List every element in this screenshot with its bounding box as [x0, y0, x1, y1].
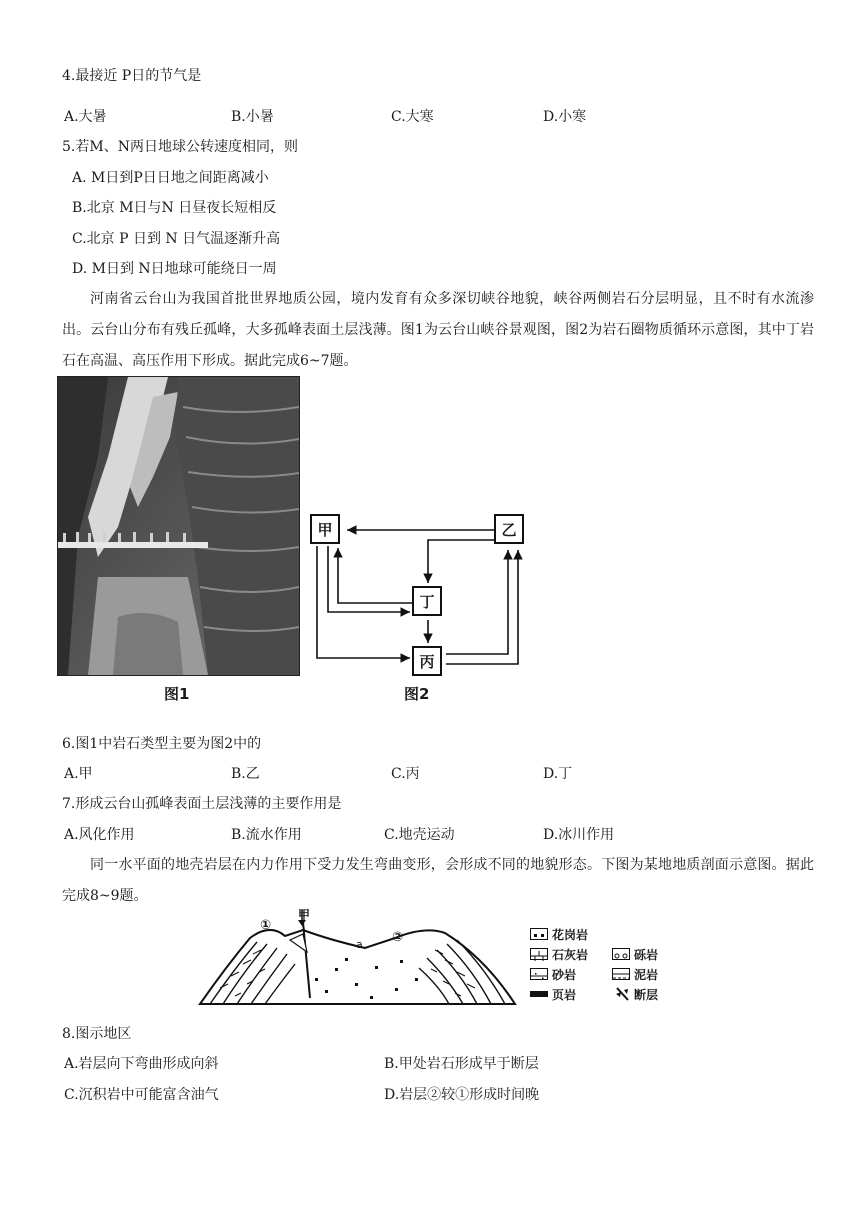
- node-yi: 乙: [494, 514, 524, 544]
- q7-option-d: D.冰川作用: [543, 827, 615, 843]
- q7-option-c: C.地壳运动: [384, 827, 455, 843]
- legend-granite-symbol: [530, 928, 548, 940]
- passage-fold: 同一水平面的地壳岩层在内力作用下受力发生弯曲变形，会形成不同的地貌形态。下图为某地地质剖面示意图。据此完成8~9题。: [62, 857, 814, 904]
- q6-option-d: D.丁: [543, 766, 573, 782]
- profile-label-a: a: [356, 938, 363, 951]
- q7-option-b: B.流水作用: [231, 827, 302, 843]
- q5-option-c: C.北京 P 日到 N 日气温逐渐升高: [72, 231, 281, 247]
- geologic-profile: [195, 908, 525, 1008]
- legend-mudstone-symbol: [612, 968, 630, 980]
- q5-option-a: A. M日到P日日地之间距离减小: [72, 170, 269, 186]
- legend-granite: 花岗岩: [552, 928, 589, 942]
- legend-mudstone: 泥岩: [634, 968, 659, 982]
- q8-option-d: D.岩层②较①形成时间晚: [384, 1087, 540, 1103]
- q4-stem: 4.最接近 P日的节气是: [62, 68, 202, 84]
- gorge-photo: [57, 376, 300, 676]
- q4-option-a: A.大暑: [64, 109, 107, 125]
- profile-label-jia: 甲: [298, 908, 311, 922]
- passage-yuntai: 河南省云台山为我国首批世界地质公园，境内发育有众多深切峡谷地貌，峡谷两侧岩石分层明显，且不时有水流渗出。云台山分布有残丘孤峰，大多孤峰表面土层浅薄。图1为云台山峡谷景观图，图2为岩石圈物质循环示意图，其中丁岩石在高温、高压作用下形成。据此完成6~7题。: [62, 291, 814, 369]
- legend-conglomerate-symbol: [612, 948, 630, 960]
- legend-limestone-symbol: [530, 948, 548, 960]
- q6-option-b: B.乙: [231, 766, 260, 782]
- profile-label-1: ①: [260, 918, 272, 933]
- node-jia: 甲: [310, 514, 340, 544]
- q8-option-a: A.岩层向下弯曲形成向斜: [64, 1056, 219, 1072]
- figure1-caption: 图1: [164, 685, 190, 703]
- q7-option-a: A.风化作用: [64, 827, 135, 843]
- q8-stem: 8.图示地区: [62, 1026, 132, 1042]
- legend-sandstone: 砂岩: [552, 968, 577, 982]
- profile-label-2: ②: [392, 930, 404, 945]
- q6-option-a: A.甲: [64, 766, 93, 782]
- legend-shale-symbol: [530, 991, 548, 997]
- q8-option-b: B.甲处岩石形成早于断层: [384, 1056, 539, 1072]
- q6-option-c: C.丙: [391, 766, 420, 782]
- q4-option-d: D.小寒: [543, 109, 587, 125]
- q6-stem: 6.图1中岩石类型主要为图2中的: [62, 736, 262, 752]
- node-ding: 丁: [412, 586, 442, 616]
- node-bing: 丙: [412, 646, 442, 676]
- legend-limestone: 石灰岩: [552, 948, 589, 962]
- legend-shale: 页岩: [552, 988, 577, 1002]
- figure2-caption: 图2: [404, 685, 430, 703]
- q5-stem: 5.若M、N两日地球公转速度相同，则: [62, 139, 298, 155]
- q5-option-b: B.北京 M日与N 日昼夜长短相反: [72, 200, 277, 216]
- q8-option-c: C.沉积岩中可能富含油气: [64, 1087, 219, 1103]
- q4-option-c: C.大寒: [391, 109, 434, 125]
- q5-option-d: D. M日到 N日地球可能绕日一周: [72, 261, 277, 277]
- q4-option-b: B.小暑: [231, 109, 274, 125]
- legend-fault-symbol: [614, 986, 632, 1002]
- q7-stem: 7.形成云台山孤峰表面土层浅薄的主要作用是: [62, 796, 342, 812]
- legend-sandstone-symbol: [530, 968, 548, 980]
- legend-conglomerate: 砾岩: [634, 948, 659, 962]
- legend-fault: 断层: [634, 988, 659, 1002]
